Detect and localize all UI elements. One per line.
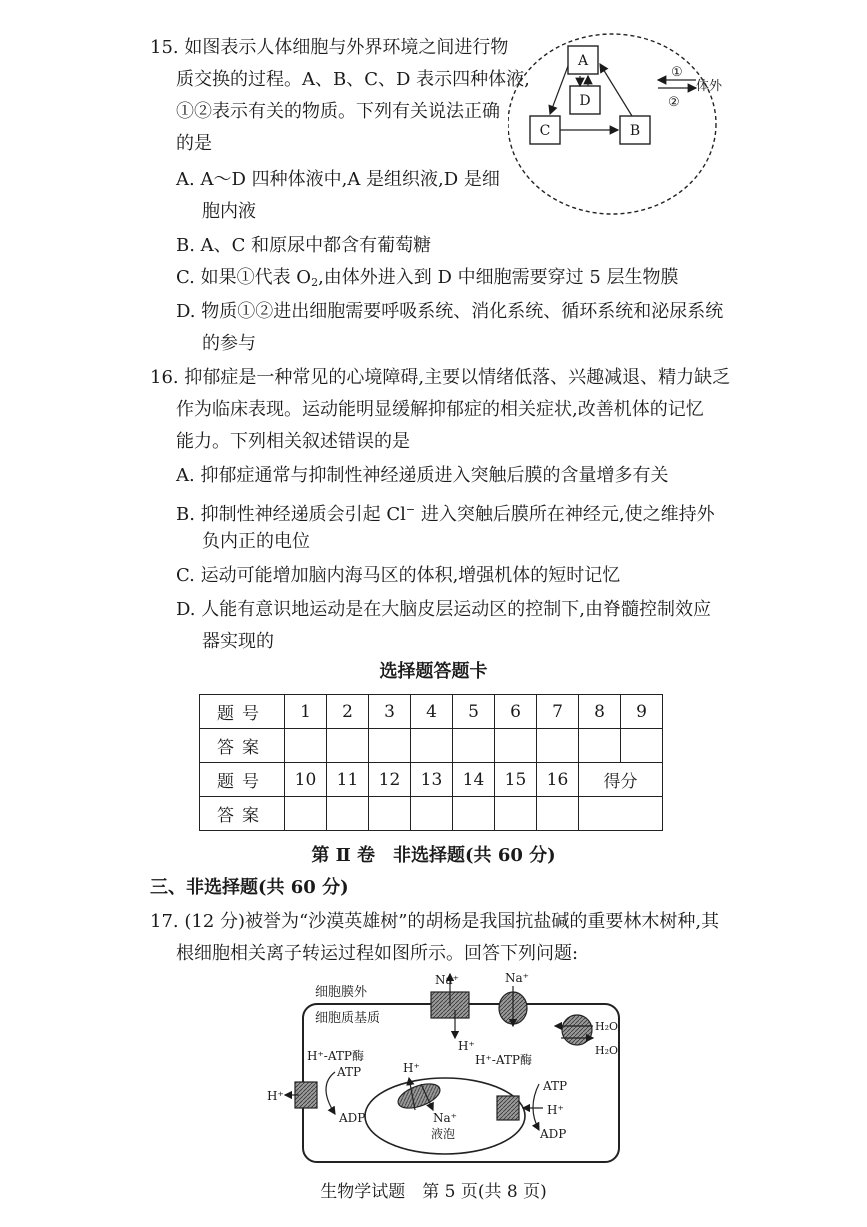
answer-cell [285, 797, 327, 831]
table-cell: 1 [285, 695, 327, 729]
q15-stem-line-4: 的是 [176, 133, 212, 154]
q15-option-d-cont: 的参与 [202, 333, 256, 354]
body-fluid-diagram [508, 30, 728, 220]
adp-label-left: ADP [339, 1111, 366, 1125]
answer-cell [327, 729, 369, 763]
cytoplasm-matrix-label: 细胞质基质 [315, 1011, 381, 1026]
outside-label: 体外 [696, 79, 723, 94]
table-row [200, 797, 663, 831]
table-cell: 14 [453, 763, 495, 797]
row-label-answer: 答案 [200, 729, 285, 763]
vacuole-label: 液泡 [431, 1127, 456, 1141]
row-label-answer: 答案 [200, 797, 285, 831]
table-cell: 7 [537, 695, 579, 729]
q16-option-a: A. 抑郁症通常与抑制性神经递质进入突触后膜的含量增多有关 [176, 465, 669, 486]
h-label-right: H⁺ [547, 1103, 564, 1117]
h2o-label-1: H₂O [595, 1020, 619, 1033]
h-label-vacuole: H⁺ [403, 1061, 420, 1075]
answer-cell [411, 797, 453, 831]
arrow-1-label: ① [671, 65, 683, 80]
atp-label-right: ATP [543, 1079, 568, 1093]
table-cell: 10 [285, 763, 327, 797]
q16-option-d-cont: 器实现的 [202, 631, 274, 652]
part-title: 三、非选择题(共 60 分) [150, 877, 349, 898]
table-row [200, 729, 663, 763]
answer-cell [369, 729, 411, 763]
q16-option-b: B. 抑制性神经递质会引起 Cl− 进入突触后膜所在神经元,使之维持外 [176, 503, 715, 525]
root-cell-ion-transport-diagram [255, 968, 625, 1168]
outside-membrane-label: 细胞膜外 [315, 985, 368, 1000]
na-label-vacuole: Na⁺ [433, 1111, 457, 1125]
table-row [200, 763, 663, 797]
q15-option-c: C. 如果①代表 $O_2$,由体外进入到 D 中细胞需要穿过 5 层生物膜 [176, 267, 679, 289]
q15-option-d: D. 物质①②进出细胞需要呼吸系统、消化系统、循环系统和泌尿系统 [176, 301, 724, 322]
box-d-label: D [579, 93, 591, 109]
h-label-left: H⁺ [267, 1089, 284, 1103]
adp-label-right: ADP [540, 1127, 567, 1141]
table-cell: 16 [537, 763, 579, 797]
q15-option-b: B. A、C 和原尿中都含有葡萄糖 [176, 235, 432, 256]
table-cell: 9 [621, 695, 663, 729]
h2o-label-2: H₂O [595, 1044, 619, 1057]
table-cell: 3 [369, 695, 411, 729]
table-cell: 6 [495, 695, 537, 729]
answer-cell [411, 729, 453, 763]
q15-stem-line-1: 15. 如图表示人体细胞与外界环境之间进行物 [150, 37, 509, 58]
box-c-label: C [539, 123, 551, 139]
row-label-number: 题号 [200, 695, 285, 729]
q15-stem-line-2: 质交换的过程。A、B、C、D 表示四种体液, [176, 69, 530, 90]
page-footer: 生物学试题 第 5 页(共 8 页) [320, 1182, 547, 1202]
h-atpase-label-left: H⁺-ATP酶 [307, 1049, 364, 1063]
answer-cell [453, 729, 495, 763]
score-label-cell: 得分 [579, 763, 663, 797]
answer-cell [495, 729, 537, 763]
arrow-2-label: ② [668, 95, 680, 110]
table-cell: 12 [369, 763, 411, 797]
table-cell: 8 [579, 695, 621, 729]
aquaporin [562, 1015, 592, 1045]
q16-stem-line-1: 16. 抑郁症是一种常见的心境障碍,主要以情绪低落、兴趣减退、精力缺乏 [150, 367, 731, 388]
na-label-top: Na⁺ [435, 973, 459, 987]
na-label-channel: Na⁺ [505, 971, 529, 985]
atp-label-left: ATP [337, 1065, 362, 1079]
answer-cell [495, 797, 537, 831]
table-cell: 4 [411, 695, 453, 729]
q17-stem-line-2: 根细胞相关离子转运过程如图所示。回答下列问题: [176, 943, 579, 964]
answer-cell [537, 797, 579, 831]
volume-title: 第 Ⅱ 卷 非选择题(共 60 分) [311, 845, 556, 866]
box-a-label: A [577, 53, 589, 69]
table-row [200, 695, 663, 729]
table-cell: 15 [495, 763, 537, 797]
table-cell: 2 [327, 695, 369, 729]
score-value-cell [579, 797, 663, 831]
q15-option-a: A. A～D 四种体液中,A 是组织液,D 是细 [176, 169, 500, 190]
q15-stem-line-3: ①②表示有关的物质。下列有关说法正确 [176, 101, 500, 122]
answer-cell [327, 797, 369, 831]
q16-option-b-cont: 负内正的电位 [202, 531, 310, 552]
q16-stem-line-2: 作为临床表现。运动能明显缓解抑郁症的相关症状,改善机体的记忆 [176, 399, 704, 420]
q15-option-a-cont: 胞内液 [202, 201, 256, 222]
answer-table [199, 694, 663, 831]
box-b-label: B [629, 123, 641, 139]
answer-cell [621, 729, 663, 763]
h-atpase-label-right: H⁺-ATP酶 [475, 1053, 532, 1067]
tonoplast-h-atpase [497, 1096, 519, 1120]
answer-cell [285, 729, 327, 763]
table-cell: 11 [327, 763, 369, 797]
row-label-number: 题号 [200, 763, 285, 797]
answer-cell [579, 729, 621, 763]
q17-stem-line-1: 17. (12 分)被誉为“沙漠英雄树”的胡杨是我国抗盐碱的重要林木树种,其 [150, 911, 720, 932]
answer-cell [369, 797, 411, 831]
answer-cell [537, 729, 579, 763]
table-cell: 13 [411, 763, 453, 797]
q16-stem-line-3: 能力。下列相关叙述错误的是 [176, 431, 410, 452]
q16-option-d: D. 人能有意识地运动是在大脑皮层运动区的控制下,由脊髓控制效应 [176, 599, 711, 620]
answer-cell [453, 797, 495, 831]
h-label-top: H⁺ [458, 1039, 475, 1053]
q16-option-c: C. 运动可能增加脑内海马区的体积,增强机体的短时记忆 [176, 565, 621, 586]
answer-card-title: 选择题答题卡 [379, 661, 488, 682]
table-cell: 5 [453, 695, 495, 729]
